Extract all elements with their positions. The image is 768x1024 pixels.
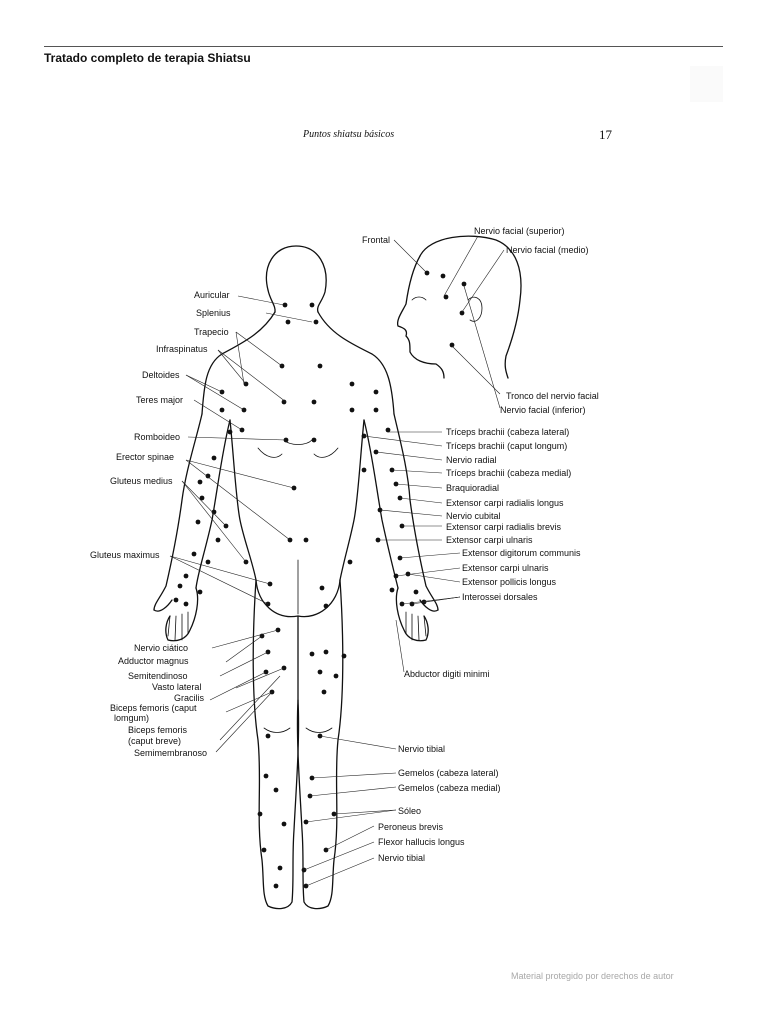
- label-teres-major: Teres major: [136, 395, 184, 405]
- section-header: Puntos shiatsu básicos: [303, 129, 395, 140]
- label-ext-carpi-rad-longus: Extensor carpi radialis longus: [446, 498, 564, 508]
- label-triceps-medial: Tríceps brachii (cabeza medial): [446, 468, 572, 478]
- label-adductor-magnus: Adductor magnus: [118, 656, 189, 666]
- page-number: 17: [599, 127, 612, 142]
- label-auricular: Auricular: [194, 290, 230, 300]
- book-title: Tratado completo de terapia Shiatsu: [44, 51, 251, 65]
- label-nervio-facial-inferior: Nervio facial (inferior): [500, 405, 586, 415]
- label-semimembranoso: Semimembranoso: [134, 748, 208, 758]
- label-ext-carpi-ulnaris-1: Extensor carpi ulnaris: [446, 535, 533, 545]
- label-gemelos-medial: Gemelos (cabeza medial): [398, 783, 501, 793]
- label-infraspinatus: Infraspinatus: [156, 344, 208, 354]
- label-semitendinoso: Semitendinoso: [128, 671, 188, 681]
- label-biceps-femoris-breve-2: (caput breve): [128, 736, 182, 746]
- label-splenius: Splenius: [196, 308, 231, 318]
- label-nervio-radial: Nervio radial: [446, 455, 497, 465]
- label-trapecio: Trapecio: [194, 327, 229, 337]
- label-nervio-tibial-1: Nervio tibial: [398, 744, 446, 754]
- label-biceps-femoris-longum: Biceps femoris (caput: [110, 703, 197, 713]
- label-soleo: Sóleo: [398, 806, 422, 816]
- label-ext-carpi-rad-brevis: Extensor carpi radialis brevis: [446, 522, 562, 532]
- label-gracilis: Gracilis: [174, 693, 205, 703]
- label-nervio-tibial-2: Nervio tibial: [378, 853, 426, 863]
- label-ext-pollicis: Extensor pollicis longus: [462, 577, 557, 587]
- label-frontal: Frontal: [362, 235, 391, 245]
- label-flexor-hallucis: Flexor hallucis longus: [378, 837, 465, 847]
- label-erector-spinae: Erector spinae: [116, 452, 175, 462]
- head-profile: [398, 236, 521, 378]
- label-braquioradial: Braquioradial: [446, 483, 500, 493]
- label-gluteus-medius: Gluteus medius: [110, 476, 173, 486]
- label-triceps-longum: Tríceps brachii (caput longum): [446, 441, 568, 451]
- label-triceps-lateral: Tríceps brachii (cabeza lateral): [446, 427, 570, 437]
- label-biceps-femoris-breve: Biceps femoris: [128, 725, 188, 735]
- figure-labels: [90, 226, 599, 863]
- label-interossei: Interossei dorsales: [462, 592, 538, 602]
- label-abductor-digiti: Abductor digiti minimi: [404, 669, 490, 679]
- label-peroneus: Peroneus brevis: [378, 822, 444, 832]
- label-nervio-ciatico: Nervio ciático: [134, 643, 189, 653]
- label-gemelos-lateral: Gemelos (cabeza lateral): [398, 768, 499, 778]
- label-nervio-facial-superior: Nervio facial (superior): [474, 226, 565, 236]
- label-ext-carpi-ulnaris-2: Extensor carpi ulnaris: [462, 563, 549, 573]
- label-tronco-nervio-facial: Tronco del nervio facial: [506, 391, 599, 401]
- label-biceps-femoris-longum-2: lomgum): [114, 713, 150, 723]
- label-gluteus-maximus: Gluteus maximus: [90, 550, 160, 560]
- label-nervio-cubital: Nervio cubital: [446, 511, 501, 521]
- label-ext-digitorum: Extensor digitorum communis: [462, 548, 581, 558]
- label-nervio-facial-medio: Nervio facial (medio): [506, 245, 589, 255]
- copyright-notice: Material protegido por derechos de autor: [511, 971, 674, 981]
- label-deltoides: Deltoides: [142, 370, 180, 380]
- label-vasto-lateral: Vasto lateral: [152, 682, 202, 692]
- label-romboideo: Romboideo: [134, 432, 181, 442]
